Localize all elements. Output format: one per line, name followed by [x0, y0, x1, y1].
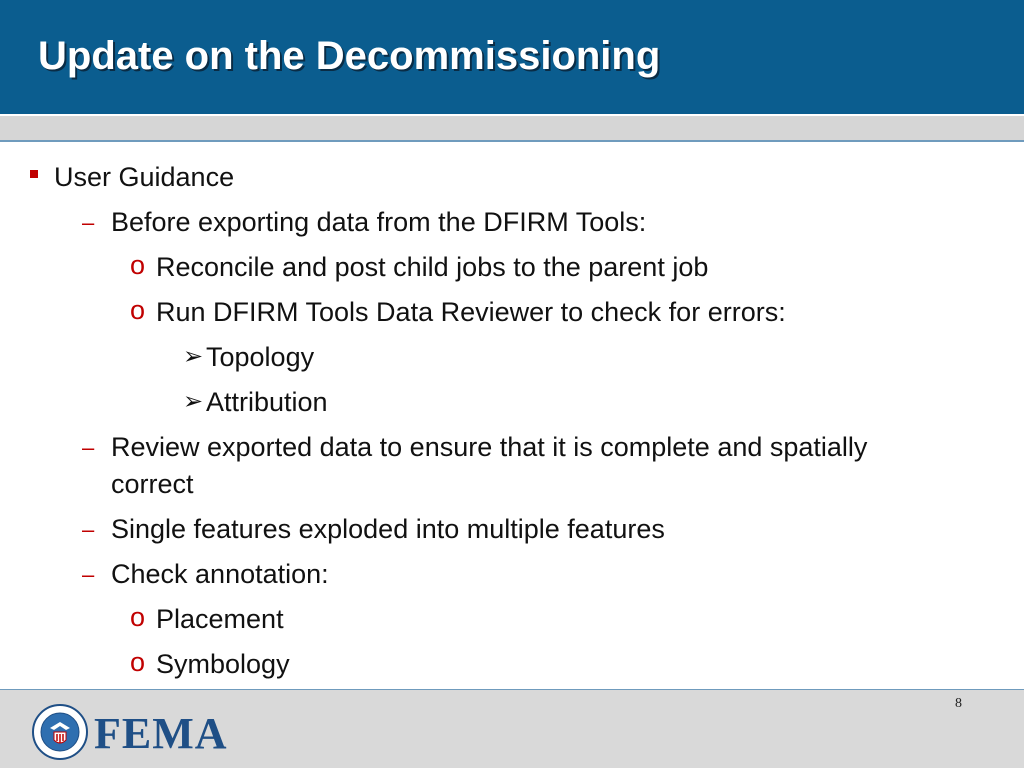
bullet-review-line2: correct [111, 469, 194, 499]
header-band [0, 116, 1024, 142]
title-bar [0, 0, 1024, 114]
bullet-run-reviewer: Run DFIRM Tools Data Reviewer to check for errors: [156, 297, 786, 327]
bullet-topology: Topology [206, 342, 315, 372]
bullet-single-features: Single features exploded into multiple features [111, 514, 665, 544]
circle-bullet-icon: o [130, 295, 146, 325]
arrow-bullet-icon: ➢ [183, 388, 204, 415]
dash-bullet-icon: – [82, 562, 95, 587]
dash-bullet-icon: – [82, 517, 95, 542]
page-number: 8 [955, 696, 962, 711]
arrow-bullet-icon: ➢ [183, 343, 204, 370]
circle-bullet-icon: o [130, 602, 146, 632]
square-bullet-icon [30, 170, 38, 178]
bullet-attribution: Attribution [206, 387, 328, 417]
circle-bullet-icon: o [130, 250, 146, 280]
fema-logo-text: FEMA [94, 709, 228, 758]
bullet-placement: Placement [156, 604, 284, 634]
bullet-user-guidance: User Guidance [54, 162, 235, 192]
bullet-reconcile: Reconcile and post child jobs to the parent job [156, 252, 709, 282]
bullet-symbology: Symbology [156, 649, 290, 679]
bullet-check-annotation: Check annotation: [111, 559, 329, 589]
footer [0, 690, 1024, 768]
dash-bullet-icon: – [82, 435, 95, 460]
dhs-seal-icon [32, 704, 88, 760]
slide-title: Update on the Decommissioning [38, 34, 661, 78]
bullet-before-exporting: Before exporting data from the DFIRM Tools: [111, 207, 647, 237]
dash-bullet-icon: – [82, 210, 95, 235]
bullet-review-line1: Review exported data to ensure that it is complete and spatially [111, 432, 868, 462]
circle-bullet-icon: o [130, 647, 146, 677]
